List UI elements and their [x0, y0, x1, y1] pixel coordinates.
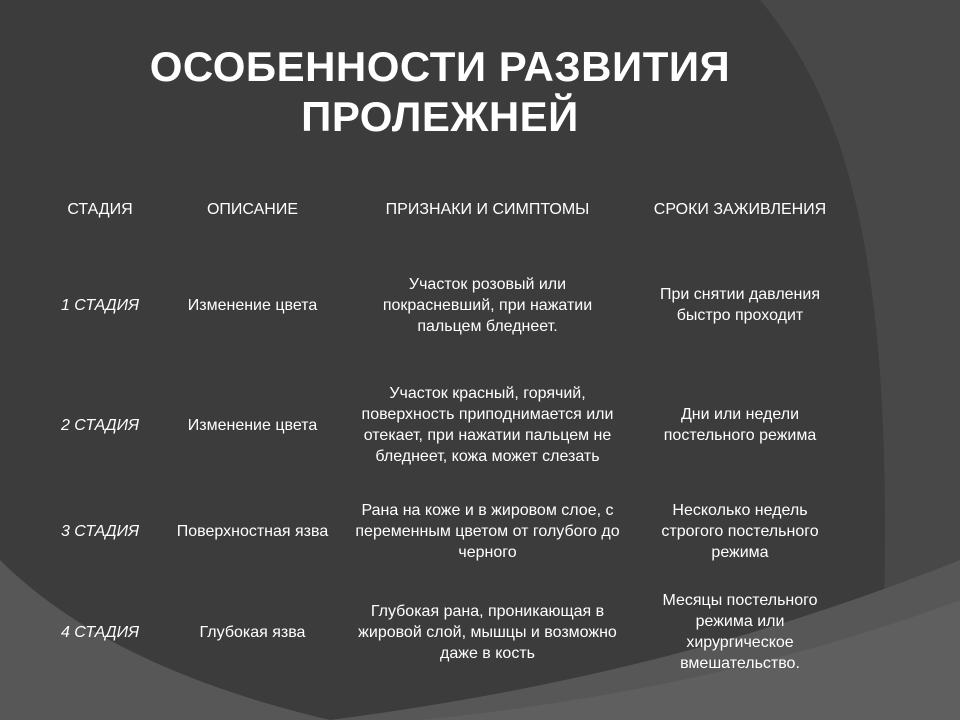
healing-term-cell: Дни или недели постельного режима [663, 406, 817, 444]
signs-cell: Участок розовый или покрасневший, при нажатии пальцем бледнеет. [382, 275, 593, 335]
description-cell: Глубокая язва [199, 623, 306, 641]
header-signs: ПРИЗНАКИ И СИМПТОМЫ [385, 200, 590, 218]
signs-cell: Рана на коже и в жировом слое, с переменным цветом от голубого до черного [355, 501, 620, 561]
table-row [40, 240, 860, 370]
table-header-row [40, 178, 860, 240]
description-cell: Поверхностная язва [176, 522, 329, 540]
stage-cell: 1 СТАДИЯ [60, 296, 140, 314]
title-line-1: ОСОБЕННОСТИ РАЗВИТИЯ [149, 43, 731, 90]
description-cell: Изменение цвета [187, 416, 318, 434]
header-stage: СТАДИЯ [67, 200, 133, 218]
stage-cell: 4 СТАДИЯ [60, 623, 140, 641]
slide-title [60, 42, 820, 142]
healing-term-cell: При снятии давления быстро проходит [660, 286, 820, 324]
stage-cell: 2 СТАДИЯ [60, 416, 140, 434]
header-healing-term: СРОКИ ЗАЖИВЛЕНИЯ [653, 200, 827, 218]
header-description: ОПИСАНИЕ [206, 200, 299, 218]
healing-term-cell: Несколько недель строгого постельного режима [661, 501, 819, 561]
table-row [40, 370, 860, 480]
healing-term-cell: Месяцы постельного режима или хирургическое вмешательство. [662, 592, 818, 672]
description-cell: Изменение цвета [187, 296, 318, 314]
stages-table [40, 178, 860, 682]
title-line-2: ПРОЛЕЖНЕЙ [301, 93, 579, 140]
table-row [40, 582, 860, 682]
signs-cell: Глубокая рана, проникающая в жировой слой, мышцы и возможно даже в кость [358, 602, 617, 662]
table-row [40, 480, 860, 582]
stage-cell: 3 СТАДИЯ [60, 522, 140, 540]
signs-cell: Участок красный, горячий, поверхность приподнимается или отекает, при нажатии пальцем не бледнеет, кожа может слезать [361, 385, 614, 465]
